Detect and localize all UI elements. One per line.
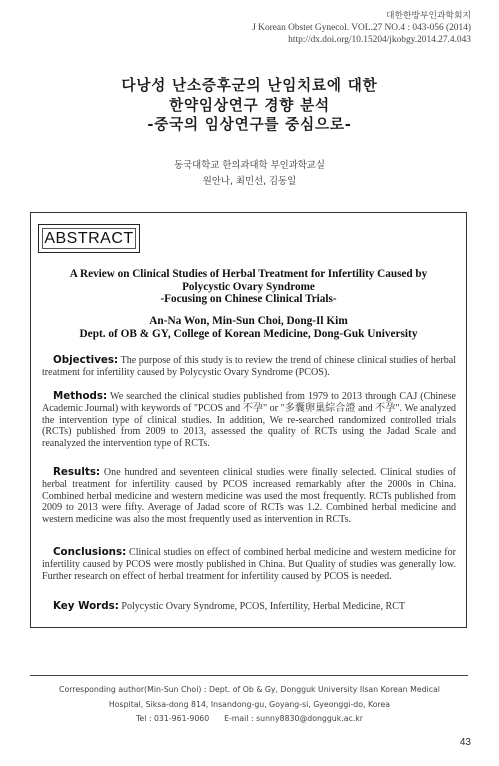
- authors-ko: 원안나, 최민선, 김동일: [202, 176, 297, 187]
- korean-title-line3: -중국의 임상연구를 중심으로-: [147, 116, 352, 133]
- results-text: One hundred and seventeen clinical studies were finally selected. Clinical studies of herbal treatment for infertility caused by PCOS increased remarkably after the 2000s in China. Combined herbal medicine and western medicine was used the most frequently. RCTs published from 2009 to 2013 were fifty. Average of Jadad score of RCTs was 1.2. Combined herbal medicine and western medicine was also the most frequently used as intervention in RCTs.: [42, 467, 457, 526]
- korean-affiliation-block: [0, 158, 499, 190]
- footer-divider: [30, 675, 468, 676]
- english-title-line1: A Review on Clinical Studies of Herbal Treatment for Infertility Caused by: [69, 268, 428, 280]
- journal-citation: J Korean Obstet Gynecol. VOL.27 NO.4 : 043-056 (2014): [252, 23, 471, 33]
- footer-line2: Hospital, Siksa-dong 814, Insandong-gu, Goyang-si, Gyeonggi-do, Korea: [108, 699, 391, 709]
- affiliation-ko: 동국대학교 한의과대학 부인과학교실: [174, 160, 325, 171]
- korean-title-line1: 다낭성 난소증후군의 난임치료에 대한: [121, 77, 378, 94]
- conclusions-label: Conclusions:: [53, 546, 127, 558]
- department-en: Dept. of OB & GY, College of Korean Medicine, Dong-Guk University: [79, 327, 418, 340]
- conclusions-text: Clinical studies on effect of combined herbal medicine and western medicine for infertility caused by PCOS were mostly published in China. But Quality of studies was generally low. Further research on effect of herbal treatment for infertility caused by PCOS is needed.: [42, 547, 456, 582]
- abstract-label: ABSTRACT: [42, 228, 136, 249]
- objectives-text: The purpose of this study is to review the trend of chinese clinical studies of herbal treatment for infertility caused by Polycystic Ovary Syndrome (PCOS).: [42, 355, 456, 378]
- korean-title-line2: 한약임상연구 경향 분석: [169, 96, 330, 114]
- keywords-label: Key Words:: [53, 600, 119, 612]
- english-title-line2: Polycystic Ovary Syndrome: [182, 280, 315, 293]
- english-title: [30, 268, 467, 306]
- methods-label: Methods:: [53, 390, 108, 402]
- page-number: 43: [459, 737, 471, 748]
- results-label: Results:: [53, 466, 101, 478]
- keywords-paragraph: [42, 601, 456, 613]
- english-title-line3: -Focusing on Chinese Clinical Trials-: [160, 293, 337, 305]
- conclusions-paragraph: [42, 547, 456, 582]
- footer-line1: Corresponding author(Min-Sun Choi) : Dept. of Ob & Gy, Dongguk University Ilsan Korean Medical: [59, 685, 440, 694]
- doi-link[interactable]: http://dx.doi.org/10.15204/jkobgy.2014.27.4.043: [288, 35, 471, 45]
- journal-header: [252, 10, 471, 46]
- corresponding-author-footer: [0, 683, 499, 727]
- korean-title: [0, 76, 499, 135]
- abstract-badge: [38, 224, 140, 253]
- results-paragraph: [42, 467, 456, 526]
- objectives-label: Objectives:: [53, 354, 119, 366]
- authors-en: An-Na Won, Min-Sun Choi, Dong-Il Kim: [149, 315, 348, 327]
- keywords-text: Polycystic Ovary Syndrome, PCOS, Infertility, Herbal Medicine, RCT: [121, 601, 406, 612]
- objectives-paragraph: [42, 355, 456, 379]
- footer-line3: Tel : 031-961-9060 E-mail : sunny8830@dongguk.ac.kr: [135, 714, 363, 723]
- journal-name-ko: 대한한방부인과학회지: [386, 11, 471, 21]
- methods-text: We searched the clinical studies published from 1979 to 2013 through CAJ (Chinese Academic Journal) with keywords of "PCOS and 不孕" or "多囊卵巢綜合證 and 不孕". We analyzed the intervention type of clinical studies. In addition, We re-searched randomized controlled trials (RCTs) published from 2009 to 2013, assessed the quality of RCTs using the Jadad Scale and reanalyzed the intervention type of RCTs.: [42, 391, 456, 450]
- english-authors-block: [30, 315, 467, 341]
- methods-paragraph: [42, 391, 456, 450]
